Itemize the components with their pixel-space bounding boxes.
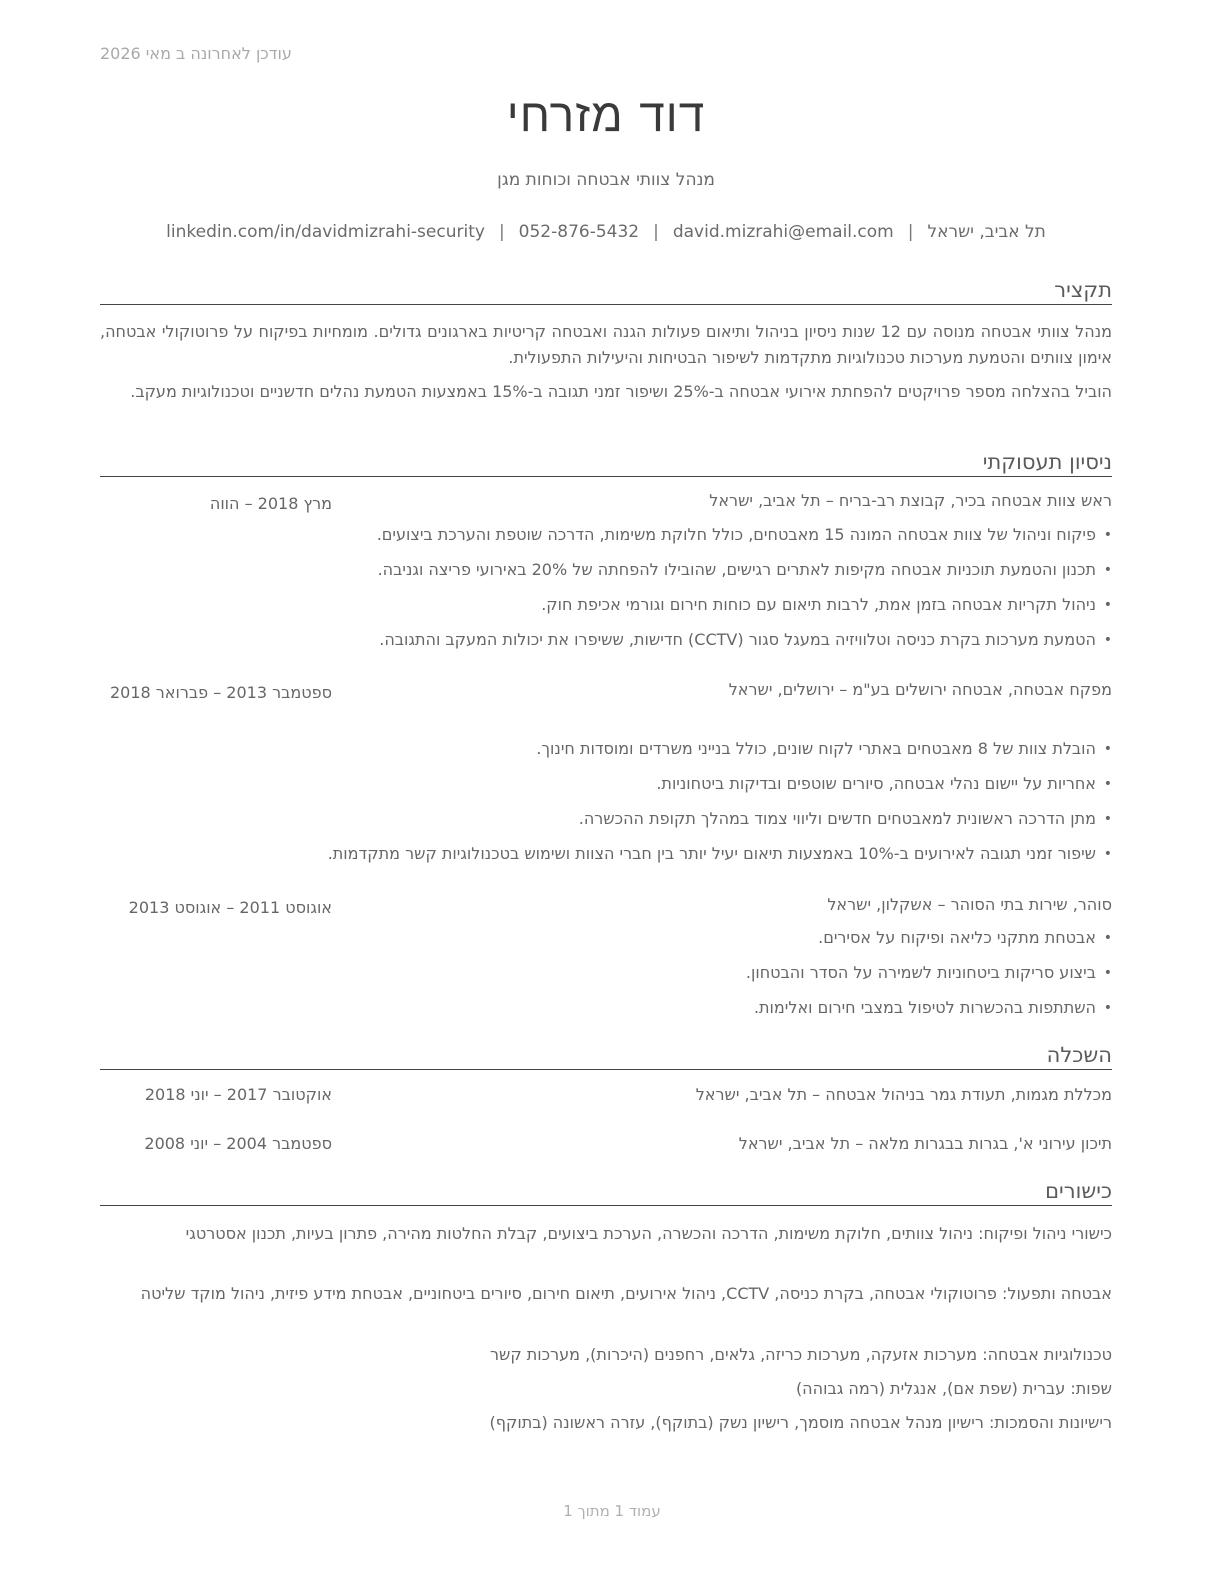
- job-bullet: • מתן הדרכה ראשונית למאבטחים חדשים וליווי צמוד במהלך תקופת ההכשרה.: [100, 806, 1112, 841]
- skill-line: אבטחה ותפעול: פרוטוקולי אבטחה, בקרת כניסה, CCTV, ניהול אירועים, תיאום חירום, סיורים ביטחוניים, אבטחת מידע פיזית, ניהול מוקד שליטה: [140, 1284, 1112, 1303]
- skill-line: רישיונות והסמכות: רישיון מנהל אבטחה מוסמך, רישיון נשק (בתוקף), עזרה ראשונה (בתוקף): [489, 1413, 1112, 1432]
- contact-separator: |: [653, 222, 659, 242]
- contact-separator: |: [907, 222, 914, 242]
- job-bullet: • ניהול תקריות אבטחה בזמן אמת, לרבות תיאום עם כוחות חירום וגורמי אכיפת חוק.: [100, 592, 1112, 627]
- job-bullet: • שיפור זמני תגובה לאירועים ב-10% באמצעות תיאום יעיל יותר בין חברי הצוות ושימוש בטכנולוגיות קשר מתקדמות.: [100, 841, 1112, 876]
- job-bullet: • תכנון והטמעת תוכניות אבטחה מקיפות לאתרים רגישים, שהובילו להפחתה של 20% באירועי פריצה וגניבה.: [100, 557, 1112, 592]
- section-title-education: השכלה: [100, 1042, 1112, 1070]
- job-bullet: • הטמעת מערכות בקרת כניסה וטלוויזיה במעגל סגור (CCTV) חדישות, ששיפרו את יכולות המעקב והתגובה.: [100, 627, 1112, 662]
- job-title: מפקח אבטחה, אבטחה ירושלים בע"מ – ירושלים, ישראל: [728, 680, 1112, 699]
- job-bullet: • אבטחת מתקני כליאה ופיקוח על אסירים.: [100, 925, 1112, 960]
- job-bullet: • השתתפות בהכשרות לטיפול במצבי חירום ואלימות.: [100, 995, 1112, 1030]
- education-title: מכללת מגמות, תעודת גמר בניהול אבטחה – תל אביב, ישראל: [695, 1085, 1112, 1104]
- contact-linkedin[interactable]: linkedin.com/in/davidmizrahi-security: [166, 222, 485, 242]
- candidate-headline: מנהל צוותי אבטחה וכוחות מגן: [497, 170, 715, 190]
- summary-paragraph: מנהל צוותי אבטחה מנוסה עם 12 שנות ניסיון בניהול ותיאום פעולות הגנה ואבטחה קריטיות בארגונים גדולים. מומחיות בפיקוח על פרוטוקולי אבטחה, אימון צוותים והטמעת מערכות טכנולוגיות מתקדמות לשיפור הבטיחות והיעילות התפעולית.: [100, 322, 1113, 367]
- summary-paragraph: הוביל בהצלחה מספר פרויקטים להפחתת אירועי אבטחה ב-25% ושיפור זמני תגובה ב-15% באמצעות הטמעת נהלים חדשניים וטכנולוגיות מעקב.: [130, 382, 1112, 401]
- education-dates: ספטמבר 2004 – יוני 2008: [144, 1134, 332, 1153]
- contact-phone[interactable]: 052-876-5432: [518, 222, 640, 242]
- skill-line: שפות: עברית (שפת אם), אנגלית (רמה גבוהה): [795, 1379, 1112, 1398]
- job-dates: מרץ 2018 – הווה: [209, 494, 332, 513]
- job-bullet-list: [100, 925, 1112, 1030]
- job-bullet: • פיקוח וניהול של צוות אבטחה המונה 15 מאבטחים, כולל חלוקת משימות, הדרכה שוטפת והערכת ביצועים.: [100, 522, 1112, 557]
- job-bullet-list: [100, 736, 1112, 876]
- job-title: סוהר, שירות בתי הסוהר – אשקלון, ישראל: [827, 895, 1112, 914]
- job-title: ראש צוות אבטחה בכיר, קבוצת רב-בריח – תל אביב, ישראל: [709, 491, 1112, 510]
- contact-line: [100, 222, 1112, 242]
- job-bullet: • הובלת צוות של 8 מאבטחים באתרי לקוח שונים, כולל בנייני משרדים ומוסדות חינוך.: [100, 736, 1112, 771]
- job-bullet: • ביצוע סריקות ביטחוניות לשמירה על הסדר והבטחון.: [100, 960, 1112, 995]
- last-updated-note: עודכן לאחרונה ב מאי 2026: [100, 44, 292, 63]
- contact-email[interactable]: david.mizrahi@email.com: [672, 222, 894, 242]
- section-title-skills: כישורים: [100, 1178, 1112, 1206]
- job-bullet-list: [100, 522, 1112, 662]
- education-dates: אוקטובר 2017 – יוני 2018: [144, 1085, 332, 1104]
- education-title: תיכון עירוני א', בגרות בבגרות מלאה – תל אביב, ישראל: [738, 1134, 1112, 1153]
- candidate-name: דוד מזרחי: [506, 88, 706, 142]
- page-number: עמוד 1 מתוך 1: [563, 1502, 661, 1520]
- section-title-experience: ניסיון תעסוקתי: [100, 449, 1112, 477]
- job-dates: ספטמבר 2013 – פברואר 2018: [109, 683, 332, 702]
- job-bullet: • אחריות על יישום נהלי אבטחה, סיורים שוטפים ובדיקות ביטחוניות.: [100, 771, 1112, 806]
- contact-separator: |: [498, 222, 505, 242]
- job-dates: אוגוסט 2011 – אוגוסט 2013: [128, 898, 332, 917]
- section-title-summary: תקציר: [100, 277, 1112, 305]
- skill-line: טכנולוגיות אבטחה: מערכות אזעקה, מערכות כריזה, גלאים, רחפנים (היכרות), מערכות קשר: [489, 1345, 1112, 1364]
- contact-location: תל אביב, ישראל: [927, 222, 1046, 242]
- skill-line: כישורי ניהול ופיקוח: ניהול צוותים, חלוקת משימות, הדרכה והכשרה, הערכת ביצועים, קבלת החלטות מהירה, פתרון בעיות, תכנון אסטרטגי: [185, 1224, 1112, 1243]
